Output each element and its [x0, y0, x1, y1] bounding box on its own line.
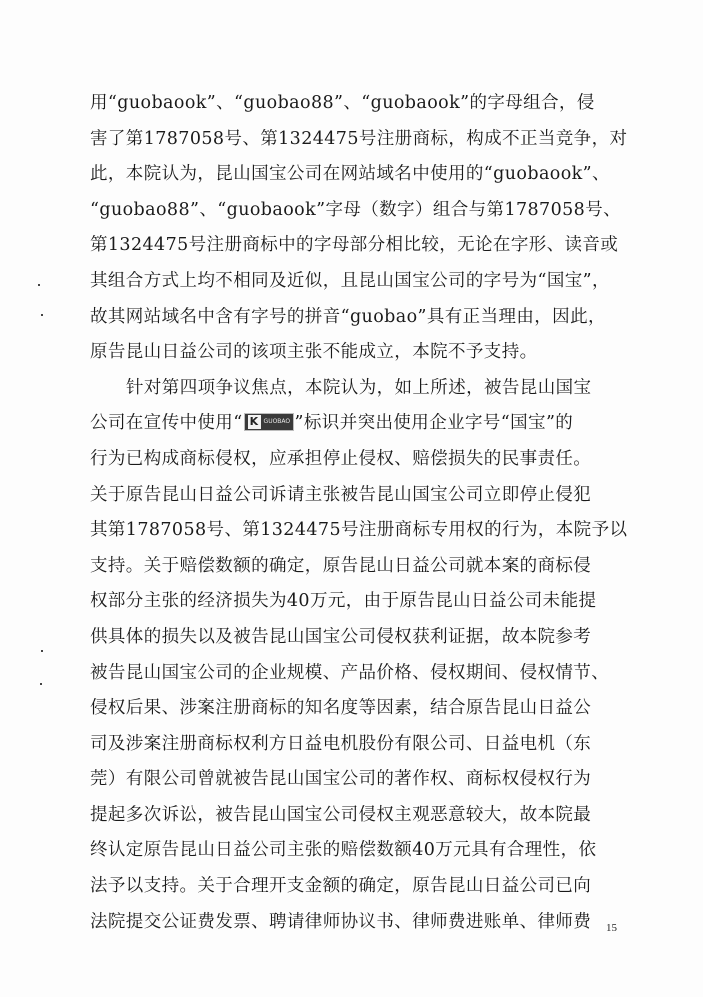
text-line-19: 司及涉案注册商标权利方日益电机股份有限公司、日益电机（东	[90, 733, 592, 754]
text-line-14: 支持。关于赔偿数额的确定，原告昆山日益公司就本案的商标侵	[90, 555, 592, 576]
text-line-1: 用“guobaook”、“guobao88”、“guobaook”的字母组合，侵	[90, 93, 595, 113]
margin-mark	[41, 650, 43, 652]
text-line-15: 权部分主张的经济损失为40万元，由于原告昆山日益公司未能提	[90, 591, 597, 612]
text-line-4: “guobao88”、“guobaook”字母（数字）组合与第1787058号、	[90, 199, 621, 220]
guobao-logo-icon	[244, 413, 294, 431]
text-line-11: 行为已构成商标侵权，应承担停止侵权、赔偿损失的民事责任。	[90, 448, 592, 469]
text-line-10-start: 公司在宣传中使用“	[90, 413, 243, 434]
text-line-24: 法院提交公证费发票、聘请律师协议书、律师费进账单、律师费	[90, 911, 592, 932]
margin-mark	[38, 284, 40, 286]
margin-mark	[40, 683, 42, 685]
text-line-18: 侵权后果、涉案注册商标的知名度等因素，结合原告昆山日益公	[90, 698, 592, 719]
judgment-text	[90, 86, 646, 940]
text-line-13: 其第1787058号、第1324475号注册商标专用权的行为，本院予以	[90, 520, 628, 541]
text-line-20: 莞）有限公司曾就被告昆山国宝公司的著作权、商标权侵权行为	[90, 769, 592, 790]
text-line-23: 法予以支持。关于合理开支金额的确定，原告昆山日益公司已向	[90, 876, 592, 897]
page-number: 15	[606, 922, 617, 934]
text-line-12: 关于原告昆山日益公司诉请主张被告昆山国宝公司立即停止侵犯	[90, 484, 592, 505]
text-line-2: 害了第1787058号、第1324475号注册商标，构成不正当竞争，对	[90, 128, 628, 149]
text-line-22: 终认定原告昆山日益公司主张的赔偿数额40万元具有合理性，依	[90, 840, 597, 861]
text-line-9: 针对第四项争议焦点，本院认为，如上所述，被告昆山国宝	[126, 377, 592, 398]
logo-letter: K	[248, 415, 261, 429]
logo-word: GUOBAO	[263, 418, 291, 426]
text-line-10-end: ”标识并突出使用企业字号“国宝”的	[294, 413, 574, 434]
text-line-8: 原告昆山日益公司的该项主张不能成立，本院不予支持。	[90, 342, 538, 363]
text-line-17: 被告昆山国宝公司的企业规模、产品价格、侵权期间、侵权情节、	[90, 662, 610, 683]
text-line-5: 第1324475号注册商标中的字母部分相比较，无论在字形、读音或	[90, 235, 619, 256]
text-line-3: 此，本院认为，昆山国宝公司在网站域名中使用的“guobaook”、	[90, 164, 610, 185]
margin-mark	[41, 314, 43, 316]
text-line-7: 故其网站域名中含有字号的拼音“guobao”具有正当理由，因此，	[90, 306, 606, 327]
text-line-21: 提起多次诉讼，被告昆山国宝公司侵权主观恶意较大，故本院最	[90, 804, 592, 825]
text-line-10	[90, 406, 646, 442]
text-line-6: 其组合方式上均不相同及近似，且昆山国宝公司的字号为“国宝”，	[90, 270, 610, 291]
text-line-16: 供具体的损失以及被告昆山国宝公司侵权获利证据，故本院参考	[90, 626, 592, 647]
